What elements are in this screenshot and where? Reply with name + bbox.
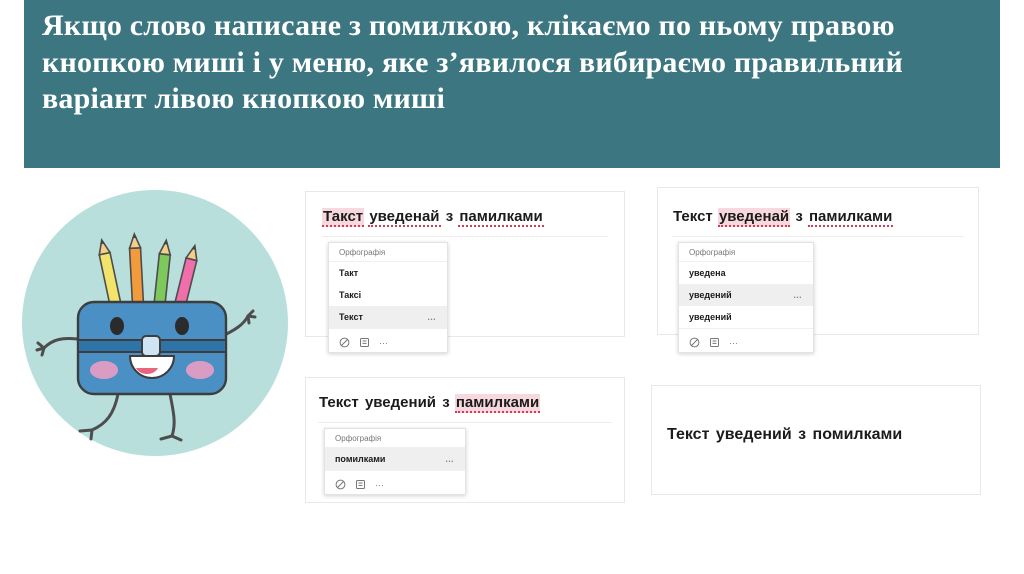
document-text-line [318,394,540,413]
menu-footer [325,470,465,494]
word-ok: з [442,394,450,411]
menu-title: Орфографія [325,429,465,448]
screenshot-card-step-2 [658,188,978,346]
menu-title: Орфографія [679,243,813,262]
illustration [22,190,288,456]
screenshot-card-step-1 [306,192,624,346]
menu-item-label: уведений [689,290,732,300]
read-aloud-icon[interactable] [359,335,370,346]
spellcheck-context-menu[interactable] [678,242,814,353]
ignore-icon[interactable] [339,335,350,346]
word-misspelled-selected[interactable]: уведенай [718,208,790,225]
more-dots-icon[interactable]: … [729,335,739,346]
more-dots-icon[interactable]: … [379,335,389,346]
word-ok: з [795,208,803,225]
divider [318,422,612,423]
word-ok: з [445,208,454,225]
menu-item-suggestion-highlighted[interactable] [329,306,447,328]
screenshot-card-result [652,386,980,494]
menu-item-label: уведена [689,268,726,278]
read-aloud-icon[interactable] [355,477,366,488]
menu-item-more-dots[interactable]: … [793,290,803,300]
word-ok: помилками [812,426,903,443]
menu-item-label: Такт [339,268,359,278]
menu-item-label: уведений [689,312,732,322]
word-ok: Текст [673,208,713,225]
menu-item-suggestion[interactable] [679,262,813,284]
word-ok: уведений [715,426,792,443]
menu-item-label: Таксі [339,290,362,300]
menu-item-suggestion-highlighted[interactable] [679,284,813,306]
menu-item-more-dots[interactable]: … [445,454,455,464]
menu-item-suggestion[interactable] [679,306,813,328]
word-ok: Текст [667,426,710,443]
ignore-icon[interactable] [689,335,700,346]
menu-footer [329,328,447,352]
page-title: Якщо слово написане з помилкою, клікаємо по ньому правою кнопкою миші і у меню, яке з’явилося вибираємо правильний варіант лівою кнопкою миші [42,9,911,116]
spellcheck-context-menu[interactable] [328,242,448,353]
ignore-icon[interactable] [335,477,346,488]
word-misspelled[interactable]: памилками [459,208,543,225]
pencil-case-mascot-icon [22,190,288,456]
more-dots-icon[interactable]: … [375,477,385,488]
menu-item-suggestion-highlighted[interactable] [325,448,465,470]
word-misspelled[interactable]: уведенай [369,208,440,225]
menu-item-label: Текст [339,312,363,322]
word-ok: з [798,426,807,443]
divider [672,236,964,237]
word-misspelled-selected[interactable]: Такст [323,208,364,225]
menu-footer [679,328,813,352]
menu-title: Орфографія [329,243,447,262]
screenshot-card-step-3 [306,378,624,502]
word-misspelled-selected[interactable]: памилками [455,394,540,411]
word-ok: Текст [319,394,359,411]
menu-item-suggestion[interactable] [329,262,447,284]
document-text-line [322,208,544,227]
read-aloud-icon[interactable] [709,335,720,346]
divider [322,236,608,237]
slide-header-band [24,0,1000,168]
menu-item-label: помилками [335,454,386,464]
menu-item-suggestion[interactable] [329,284,447,306]
spellcheck-context-menu[interactable] [324,428,466,495]
word-ok: уведений [364,394,437,411]
menu-item-more-dots[interactable]: … [427,312,437,322]
document-text-line [672,208,893,227]
document-text-line [666,426,903,444]
word-misspelled[interactable]: памилками [808,208,893,225]
